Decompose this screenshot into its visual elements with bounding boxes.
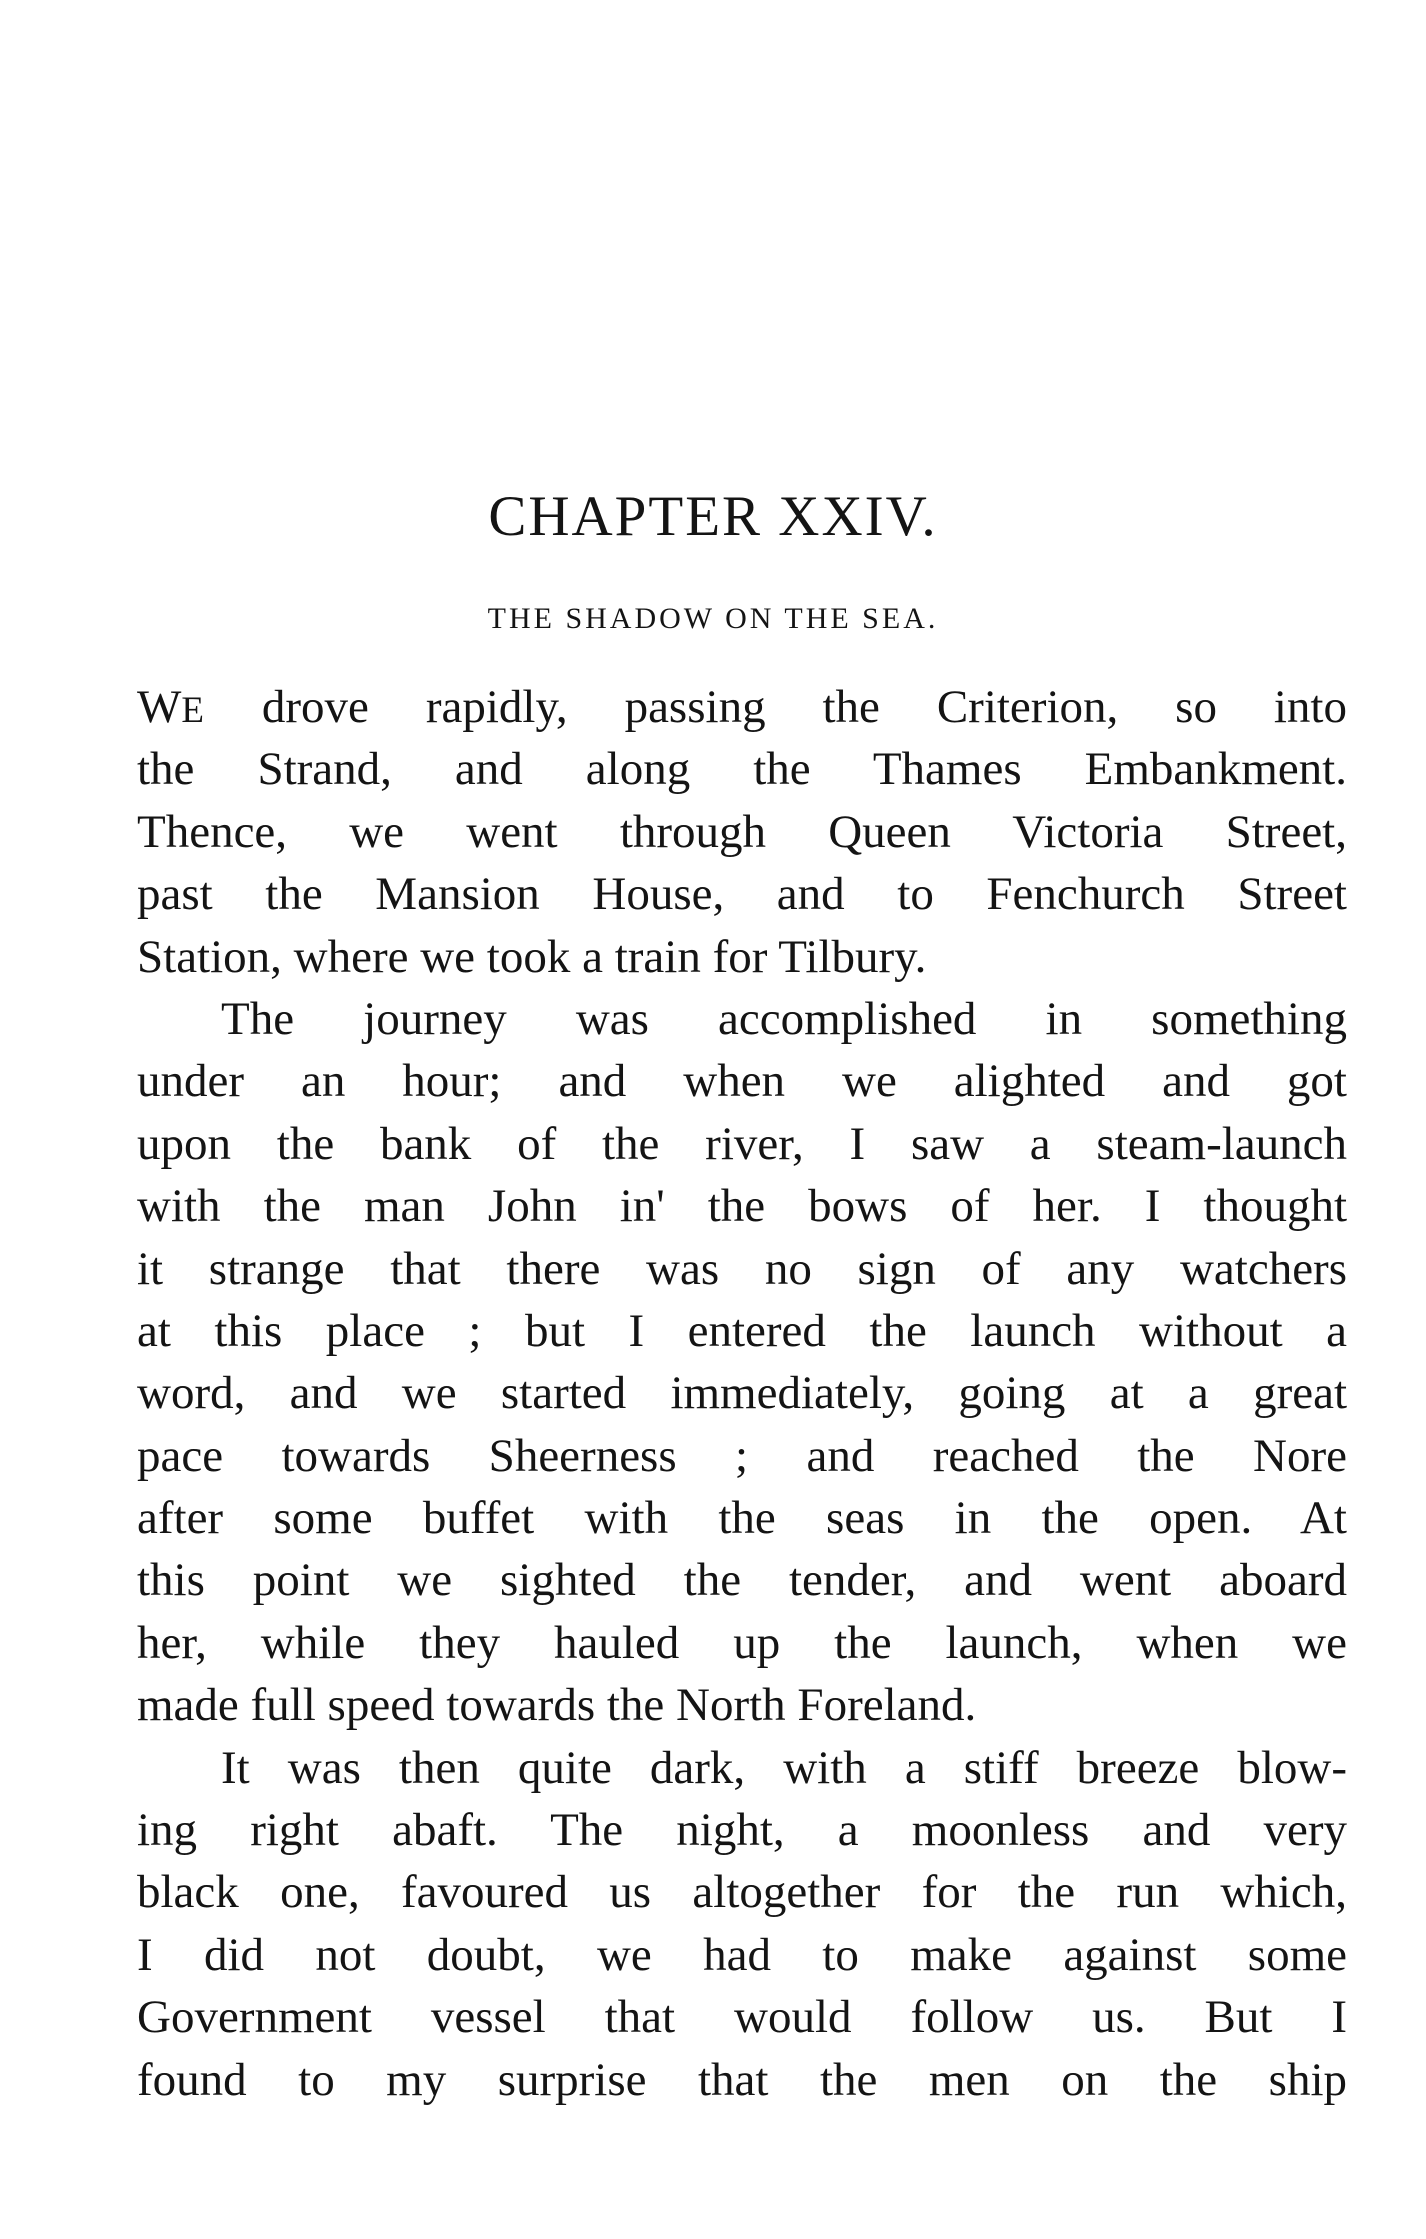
paragraph-2-line-2: under an hour; and when we alighted and got [137, 1055, 1347, 1108]
paragraph-3-line-2: ing right abaft. The night, a moonless and very [137, 1804, 1347, 1857]
paragraph-2-line-11: her, while they hauled up the launch, when we [137, 1616, 1347, 1669]
paragraph-1-line-1 [137, 676, 1347, 738]
paragraph-2-line-5: it strange that there was no sign of any watchers [137, 1242, 1347, 1295]
dropcap: W [137, 681, 182, 733]
paragraph-2-line-6: at this place ; but I entered the launch without a [137, 1304, 1347, 1357]
paragraph-2-line-10: this point we sighted the tender, and went aboard [137, 1554, 1347, 1607]
chapter-subtitle: THE SHADOW ON THE SEA. [487, 602, 939, 635]
paragraph-2-line-12: made full speed towards the North Foreland. [137, 1679, 977, 1732]
paragraph-3-line-4: I did not doubt, we had to make against some [137, 1928, 1347, 1981]
paragraph-2-line-1: The journey was accomplished in something [221, 992, 1347, 1045]
paragraph-1-line-4: past the Mansion House, and to Fenchurch Street [137, 868, 1347, 921]
paragraph-1-line-2: the Strand, and along the Thames Embankment. [137, 743, 1347, 796]
paragraph-2-line-8: pace towards Sheerness ; and reached the Nore [137, 1429, 1347, 1482]
paragraph-2-line-4: with the man John in' the bows of her. I thought [137, 1180, 1347, 1233]
smallcap: E [181, 690, 205, 731]
paragraph-3-line-3: black one, favoured us altogether for the run which, [137, 1866, 1347, 1919]
paragraph-1-line-3: Thence, we went through Queen Victoria Street, [137, 805, 1347, 858]
paragraph-2-line-9: after some buffet with the seas in the open. At [137, 1492, 1347, 1545]
line-text: drove rapidly, passing the Criterion, so into [204, 681, 1347, 733]
paragraph-2-line-3: upon the bank of the river, I saw a steam-launch [137, 1117, 1347, 1170]
paragraph-3-line-1: It was then quite dark, with a stiff breeze blow- [221, 1741, 1347, 1794]
paragraph-3-line-5: Government vessel that would follow us. But I [137, 1991, 1347, 2044]
paragraph-3-line-6: found to my surprise that the men on the ship [137, 2053, 1347, 2106]
body-text [137, 676, 1347, 2111]
paragraph-1-line-5: Station, where we took a train for Tilbury. [137, 930, 927, 983]
chapter-title: CHAPTER XXIV. [488, 485, 938, 548]
paragraph-2-line-7: word, and we started immediately, going at a great [137, 1367, 1347, 1420]
